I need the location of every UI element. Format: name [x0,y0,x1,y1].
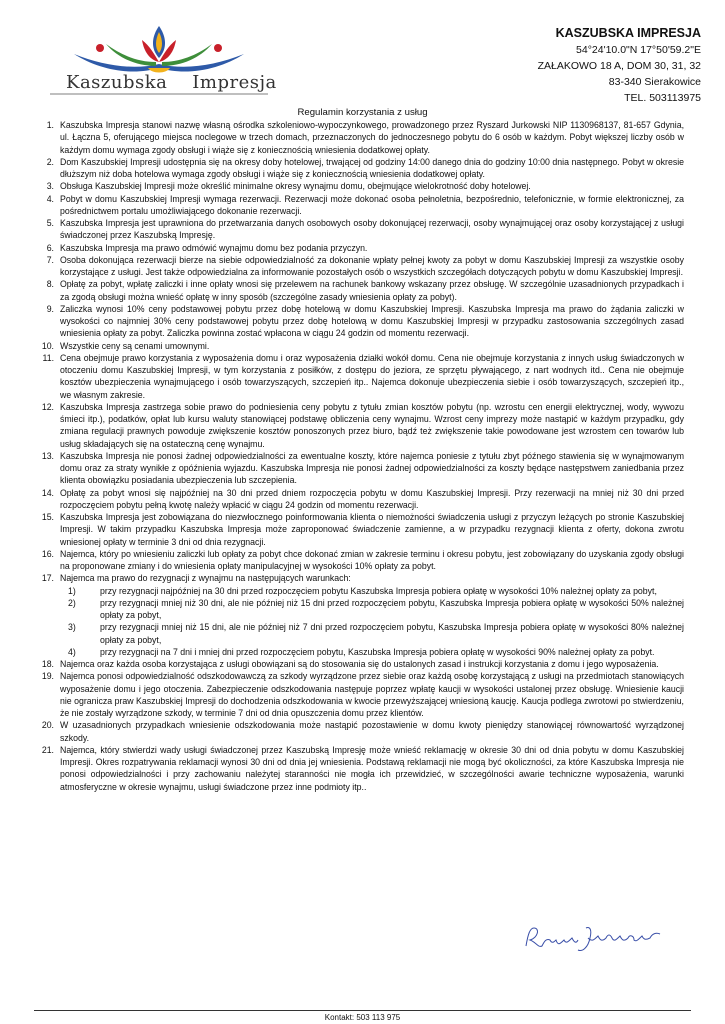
rule-text: Wszystkie ceny są cenami umownymi. [60,340,210,351]
rule-item [34,450,684,487]
sub-rule-text: przy rezygnacji najpóźniej na 30 dni przed rozpoczęciem pobytu Kaszubska Impresja pobiera opłatę w wysokości 10% należnej opłaty za pobyt, [100,585,657,596]
rule-text: Najemca oraz każda osoba korzystająca z usługi obowiązani są do stosowania się do ustalonych zasad i instrukcji korzystania z domu i jego wyposażenia. [60,659,659,669]
rule-text: Opłatę za pobyt, wpłatę zaliczki i inne opłaty wnosi się przelewem na rachunek bankowy wskazany przez obsługę. W szczególnie uzasadnionych przypadkach i za zgodą obsługi można wnieść opłatę w inny sposób (szczególne zasady wniesienia opłaty za pobyt). [60,279,684,302]
rule-number: 8. [46,279,54,290]
rule-text: Zaliczka wynosi 10% ceny podstawowej pobytu przez dobę hotelową w domu Kaszubskiej Impresji. Kaszubska Impresja ma prawo do żądania zaliczki w wysokości co najmniej 30% ceny podstawowej pobytu przez dobę hotelową w domu Kaszubskiej Impresji w przypadku zastosowania szczególnych zasad wniesienia opłaty za pobyt. Zaliczka powinna zostać wpłacona w ciągu 24 godzin od momentu rezerwacji. [60,303,684,339]
rule-item [34,487,684,512]
rule-number: 14. [41,487,54,498]
sub-rule-item [60,621,684,646]
document-title: Regulamin korzystania z usług [297,107,428,118]
rule-item [34,303,684,340]
rule-item [34,511,684,548]
rule-item [34,278,684,303]
rule-number: 20. [41,720,54,731]
rule-item [34,340,684,352]
rule-item [34,658,684,670]
rule-number: 18. [41,659,54,669]
rule-number: 21. [41,744,54,755]
city-line: 83-340 Sierakowice [608,76,701,88]
rule-item [34,119,684,156]
rule-item [34,744,684,793]
rule-text: Dom Kaszubskiej Impresji udostępnia się na okresy doby hotelowej, trwającej od godziny 14:00 danego dnia do godziny 10:00 dnia następnego. Pobyt w okresie dłuższym niż doba hotelowa wymaga zgody obsługi i wiąże się z koniecznością wniesienia dodatkowej opłaty. [60,156,684,179]
address-line: ZAŁAKOWO 18 A, DOM 30, 31, 32 [537,60,701,72]
rule-item [34,401,684,450]
sub-rule-text: przy rezygnacji mniej niż 15 dni, ale nie później niż 7 dni przed rozpoczęciem pobytu, Kaszubska Impresja pobiera opłatę w wysokości 80% należnej opłaty za pobyt, [100,622,684,645]
coordinates: 54°24'10.0"N 17°50'59.2"E [576,44,701,56]
rule-number: 10. [41,340,54,351]
rule-number: 16. [41,548,54,559]
rule-number: 11. [42,352,54,363]
rule-text: Kaszubska Impresja jest uprawniona do przetwarzania danych osobowych osoby dokonującej rezerwacji, osoby wynajmującej oraz osoby korzystającej z usługi świadczonej przez Kaszubską Impresję. [60,218,684,241]
rule-item [34,670,684,719]
rule-number: 17. [41,573,54,584]
rule-text: Najemca ponosi odpowiedzialność odszkodowawczą za szkody wyrządzone przez siebie oraz każdą osobę korzystającą z usługi na przedmiotach stanowiących wyposażenie domu i jego otoczenia. Zabezpieczenie odszkodowania następuje poprzez wpłatę kaucji w wysokości ustalonej przez obsługę. Wniesienie kaucji nie ogranicza praw Kaszubskiej Impresji do dochodzenia odszkodowania w kwocie przewyższającej wniesioną kaucję. Kaucja podlega zwrotowi po stwierdzeniu, że nie zostały wyrządzone szkody, w terminie 7 dni od dnia opuszczenia domu przez klientów. [60,671,684,718]
rule-number: 13. [41,450,54,461]
rule-text: Kaszubska Impresja ma prawo odmówić wynajmu domu bez podania przyczyn. [60,242,368,253]
rule-item [34,254,684,279]
rule-text: Opłatę za pobyt wnosi się najpóźniej na 30 dni przed dniem rozpoczęcia pobytu w domu Kaszubskiej Impresji. Przy rezerwacji na mniej niż 30 dni przed rozpoczęciem pobytu pełną kwotę należy wpłacić w ciągu 24 godzin od momentu rezerwacji. [60,487,684,510]
rule-item [34,352,684,401]
rule-number: 3. [46,181,54,192]
logo-text: Kaszubska Impresja [66,72,277,93]
rule-item [34,193,684,218]
sub-rule-text: przy rezygnacji na 7 dni i mniej dni przed rozpoczęciem pobytu, Kaszubska Impresja pobiera opłatę w wysokości 90% należnej opłaty za pobyt. [100,646,655,657]
rule-item [34,719,684,744]
rules-list [34,119,684,793]
footer-divider [34,1010,691,1011]
rule-number: 9. [46,303,54,314]
rule-number: 1. [46,120,54,130]
rule-text: Cena obejmuje prawo korzystania z wyposażenia domu i oraz wyposażenia działki wokół domu. Cena nie obejmuje korzystania z innych usług świadczonych w otoczeniu domu Kaszubskiej Impresji, w tym korzystania z posiłków, z dostępu do jeziora, ze sprzętu pływającego, z nart wodnych itd.. Cena nie obejmuje kosztów ubezpieczenia wynajmującego i osób towarzyszących, szczepień itp.. Najemca dokonuje ubezpieczenia siebie i osób towarzyszących, szczepień itp., we własnym zakresie. [60,352,684,400]
rule-text: Najemca, który stwierdzi wady usługi świadczonej przez Kaszubską Impresję może wnieść reklamację w okresie 30 dni od dnia pobytu w domu Kaszubskiej Impresji. Okres rozpatrywania reklamacji wynosi 30 dni od dnia jej wniesienia. Podstawą reklamacji nie mogą być okoliczności, za które Kaszubska Impresja nie ponosi odpowiedzialności i przy zachowaniu należytej staranności nie mogła ich przewidzieć, w szczególności awarie techniczne wyposażenia, warunki atmosferyczne w okresie wynajmu, usługi świadczone przez inne podmioty itp.. [60,744,684,792]
rule-number: 7. [46,254,54,265]
rule-text: Kaszubska Impresja zastrzega sobie prawo do podniesienia ceny pobytu z tytułu zmian kosztów pobytu (np. wzrostu cen energii elektrycznej, wody, wywozu śmieci itp.), podatków, opłat lub kursu waluty stanowiącej podstawę obliczenia ceny wynajmu. Wzrost ceny imprezy może nastąpić w każdym przypadku, gdy zmiana regulacji prawnych powoduje zwiększenie kosztów ponoszonych przez biuro, bądź też zwiększenie takie powodowane jest wzrostem cen towarów lub usług składających się na ostateczną cenę wynajmu. [60,401,684,449]
rule-text: Kaszubska Impresja stanowi nazwę własną ośrodka szkoleniowo-wypoczynkowego, prowadzonego przez Ryszard Jurkowski NIP 1130968137, 81-657 Gdynia, ul. Łączna 5, oferującego miejsca noclegowe w trzech domach, przeznaczonych do jednoczesnego pobytu do 6 osób w każdym. Pobyt większej liczby osób w każdym domu wymaga zgody obsługi i wiąże się z koniecznością wniesienia dodatkowej opłaty. [60,120,684,155]
phone-line: TEL. 503113975 [624,92,701,104]
rule-text: Obsługa Kaszubskiej Impresji może określić minimalne okresy wynajmu domu, obejmujące wielokrotność doby hotelowej. [60,181,531,192]
rule-item [34,156,684,181]
sub-rule-item [60,597,684,622]
rule-item [34,180,684,192]
sub-rule-number: 3) [68,622,76,633]
sub-rule-number: 1) [68,585,76,596]
sub-rule-item [60,646,684,658]
sub-rule-text: przy rezygnacji mniej niż 30 dni, ale nie później niż 15 dni przed rozpoczęciem pobytu, Kaszubska Impresja pobiera opłatę w wysokości 50% należnej opłaty za pobyt, [100,597,684,620]
company-info [538,24,701,106]
rule-number: 5. [46,218,54,228]
sub-rule-number: 4) [68,646,76,657]
rule-text: Osoba dokonująca rezerwacji bierze na siebie odpowiedzialność za dokonanie wpłaty pełnej kwoty za pobyt w domu Kaszubskiej Impresji za wszystkie osoby korzystające z usługi. Jest także odpowiedzialna za informowanie pozostałych osób o wszystkich szczegółach dotyczących pobytu w domu Kaszubskiej Impresji. [60,254,684,277]
rule-text: Kaszubska Impresja nie ponosi żadnej odpowiedzialności za ewentualne koszty, które najemca poniesie z tytułu zbyt późnego stawienia się w wynajmowanym domu oraz za straty wynikłe z opóźnienia wyjazdu. Kaszubska Impresja nie ponosi żadnej odpowiedzialności za koszty będące następstwem zaniedbania przez klienta obowiązku posiadania ubezpieczenia lub szczepienia. [60,450,684,486]
rule-text: Kaszubska Impresja jest zobowiązana do niezwłocznego poinformowania klienta o niemożności świadczenia usługi z przyczyn leżących po stronie Kaszubskiej Impresji. W takim przypadku Kaszubska Impresja może zaproponować świadczenie zamienne, a w przypadku rezygnacji klienta z oferty, dokona zwrotu wniesionej opłaty w terminie 3 dni od dnia rezygnacji. [60,512,684,547]
sub-rule-list [60,585,684,659]
rule-number: 6. [46,242,54,253]
rule-text: Najemca, który po wniesieniu zaliczki lub opłaty za pobyt chce dokonać zmian w zakresie terminu i okresu pobytu, jest zobowiązany do uzyskania zgody obsługi na proponowane zmiany i do wniesienia opłaty manipulacyjnej w wysokości 10% opłaty za pobyt. [60,548,684,571]
rule-text: Pobyt w domu Kaszubskiej Impresji wymaga rezerwacji. Rezerwacji może dokonać osoba pełnoletnia, bezpośrednio, telefonicznie, w formie elektronicznej, za pośrednictwem portalu umożliwiającego dokonanie rezerwacji. [60,193,684,216]
rule-text: Najemca ma prawo do rezygnacji z wynajmu na następujących warunkach: [60,573,351,584]
rule-number: 4. [46,193,54,204]
rule-number: 19. [41,671,54,682]
sub-rule-item [60,585,684,597]
footer-contact: Kontakt: 503 113 975 [324,1013,401,1022]
company-name: KASZUBSKA IMPRESJA [555,26,701,40]
rule-item [34,242,684,254]
rule-number: 15. [41,512,54,522]
handwritten-signature-icon [520,920,670,956]
rule-number: 12. [41,401,54,412]
rule-item [34,548,684,573]
rule-item [34,217,684,242]
rule-text: W uzasadnionych przypadkach wniesienie odszkodowania może nastąpić pozostawienie w domu kwoty pieniędzy stanowiącej równowartość wyrządzonej szkody. [60,720,684,743]
sub-rule-number: 2) [68,597,76,608]
rule-number: 2. [46,156,54,167]
rule-item [34,572,684,658]
